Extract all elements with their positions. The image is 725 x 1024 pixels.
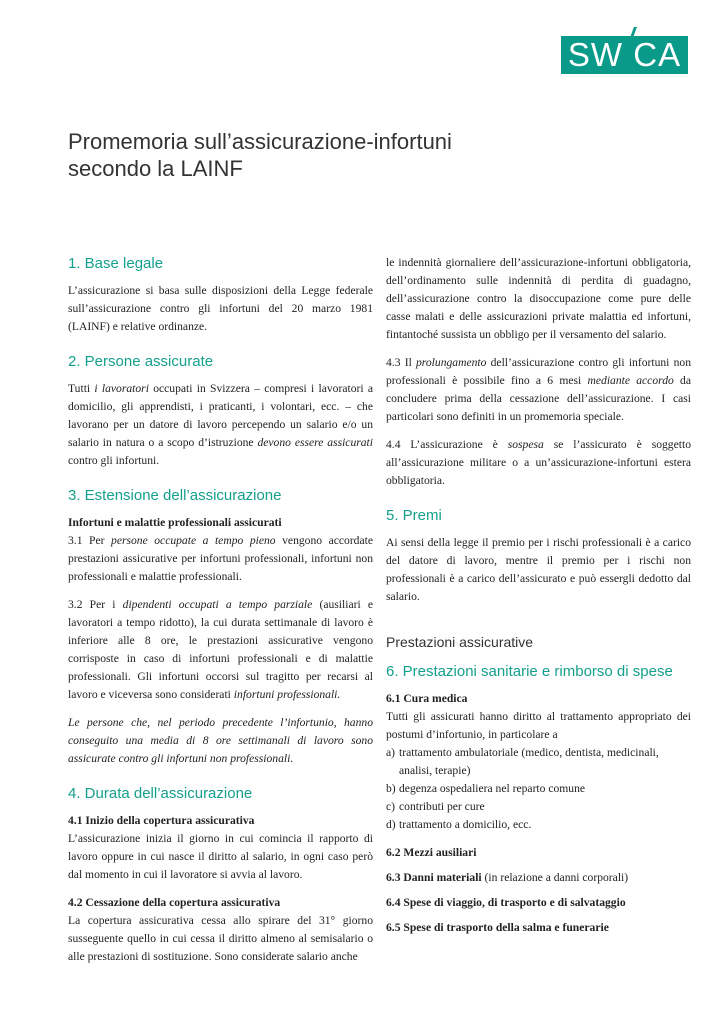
section-3-subheading: Infortuni e malattie professionali assicurati xyxy=(68,516,282,529)
page-title xyxy=(68,128,528,182)
list-item: b) degenza ospedaliera nel reparto comune xyxy=(386,782,586,795)
section-3-note: Le persone che, nel periodo precedente l’infortunio, hanno conseguito una media di 8 ore settimanali di lavoro sono assicurate contro gli infortuni non professionali. xyxy=(68,716,373,765)
section-3-1-text: 3.1 Per persone occupate a tempo pieno vengono accordate prestazioni assicurative per infortuni professionali, infortuni non professionali e malattie professionali. xyxy=(68,534,373,583)
title-line-2: secondo la LAINF xyxy=(68,156,243,181)
section-4-2-heading: 4.2 Cessazione della copertura assicurativa xyxy=(68,896,281,909)
section-6-4-heading: 6.4 Spese di viaggio, di trasporto e di salvataggio xyxy=(386,896,626,909)
section-2-text: Tutti i lavoratori occupati in Svizzera – compresi i lavoratori a domicilio, gli apprendisti, i praticanti, i volontari, ecc. – che lavorano per un datore di lavoro percependo un salario e/o un salario in natura o a scopo d’istruzione devono essere assicurati contro gli infortuni. xyxy=(68,382,373,467)
section-4-1-text: L’assicurazione inizia il giorno in cui comincia il rapporto di lavoro oppure in cui nasce il diritto al salario, in ogni caso però dal momento in cui il lavoratore si avvia al lavoro. xyxy=(68,832,373,881)
section-4-heading: 4. Durata dell’assicurazione xyxy=(68,785,253,802)
list-item: a) trattamento ambulatoriale (medico, dentista, medicinali, analisi, terapie) xyxy=(386,746,659,777)
section-4-1-heading: 4.1 Inizio della copertura assicurativa xyxy=(68,814,255,827)
section-6-1-heading: 6.1 Cura medica xyxy=(386,692,468,705)
section-3-heading: 3. Estensione dell’assicurazione xyxy=(68,487,282,504)
section-4-2-text: La copertura assicurativa cessa allo spirare del 31° giorno susseguente quello in cui cessa il diritto almeno al semisalario o alle prestazioni di sostituzione. Sono considerate salario anche xyxy=(68,914,373,963)
right-column xyxy=(386,254,691,937)
list-item: c) contributi per cure xyxy=(386,800,485,813)
section-1-text: L’assicurazione si basa sulle disposizioni della Legge federale sull’assicurazione contro gli infortuni del 20 marzo 1981 (LAINF) e relative ordinanze. xyxy=(68,284,373,333)
section-5-text: Ai sensi della legge il premio per i rischi professionali è a carico del datore di lavoro, mentre il premio per i rischi non professionali è a carico dell’assicurato e può essergli dedotto dal salario. xyxy=(386,536,691,603)
logo-text: SW CA xyxy=(567,36,682,73)
section-4-4-text: 4.4 L’assicurazione è sospesa se l’assicurato è soggetto all’assicurazione militare o a un’assicurazione-infortuni estera obbligatoria. xyxy=(386,438,691,487)
section-6-heading: 6. Prestazioni sanitarie e rimborso di spese xyxy=(386,663,673,680)
prestazioni-heading: Prestazioni assicurative xyxy=(386,634,534,650)
title-line-1: Promemoria sull’assicurazione-infortuni xyxy=(68,129,452,154)
section-3-2-text: 3.2 Per i dipendenti occupati a tempo parziale (ausiliari e lavoratori a tempo ridotto), la cui durata settimanale di lavoro è inferiore alle 8 ore, le prestazioni assicurative vengono corrisposte in caso di infortuni professionali e di malattie professionali. Gli infortuni occorsi sul tragitto per recarsi al lavoro e viceversa sono considerati infortuni professionali. xyxy=(68,598,373,701)
section-4-2-continued: le indennità giornaliere dell’assicurazione-infortuni obbligatoria, dell’ordinamento sulle indennità di perdita di guadagno, dell’assicurazione contro la disoccupazione come pure delle casse malati e delle assicurazioni private malattia ed infortuni, fintantoché sussista un obbligo per il versamento del salario. xyxy=(386,256,691,341)
list-item: d) trattamento a domicilio, ecc. xyxy=(386,818,532,831)
section-5-heading: 5. Premi xyxy=(386,507,442,524)
section-2-heading: 2. Persone assicurate xyxy=(68,353,214,370)
section-4-3-text: 4.3 Il prolungamento dell’assicurazione contro gli infortuni non professionali è possibile fino a 6 mesi mediante accordo da concludere prima della cessazione dell’assicurazione. I casi particolari sono definiti in un promemoria speciale. xyxy=(386,356,692,423)
left-column xyxy=(68,254,373,966)
section-1-heading: 1. Base legale xyxy=(68,255,164,272)
section-6-5-heading: 6.5 Spese di trasporto della salma e funerarie xyxy=(386,921,609,934)
section-6-1-text: Tutti gli assicurati hanno diritto al trattamento appropriato dei postumi d’infortunio, in particolare a xyxy=(386,710,691,741)
section-6-2-heading: 6.2 Mezzi ausiliari xyxy=(386,846,477,859)
section-6-3-heading: 6.3 Danni materiali (in relazione a danni corporali) xyxy=(386,871,629,884)
swica-logo xyxy=(561,36,688,74)
